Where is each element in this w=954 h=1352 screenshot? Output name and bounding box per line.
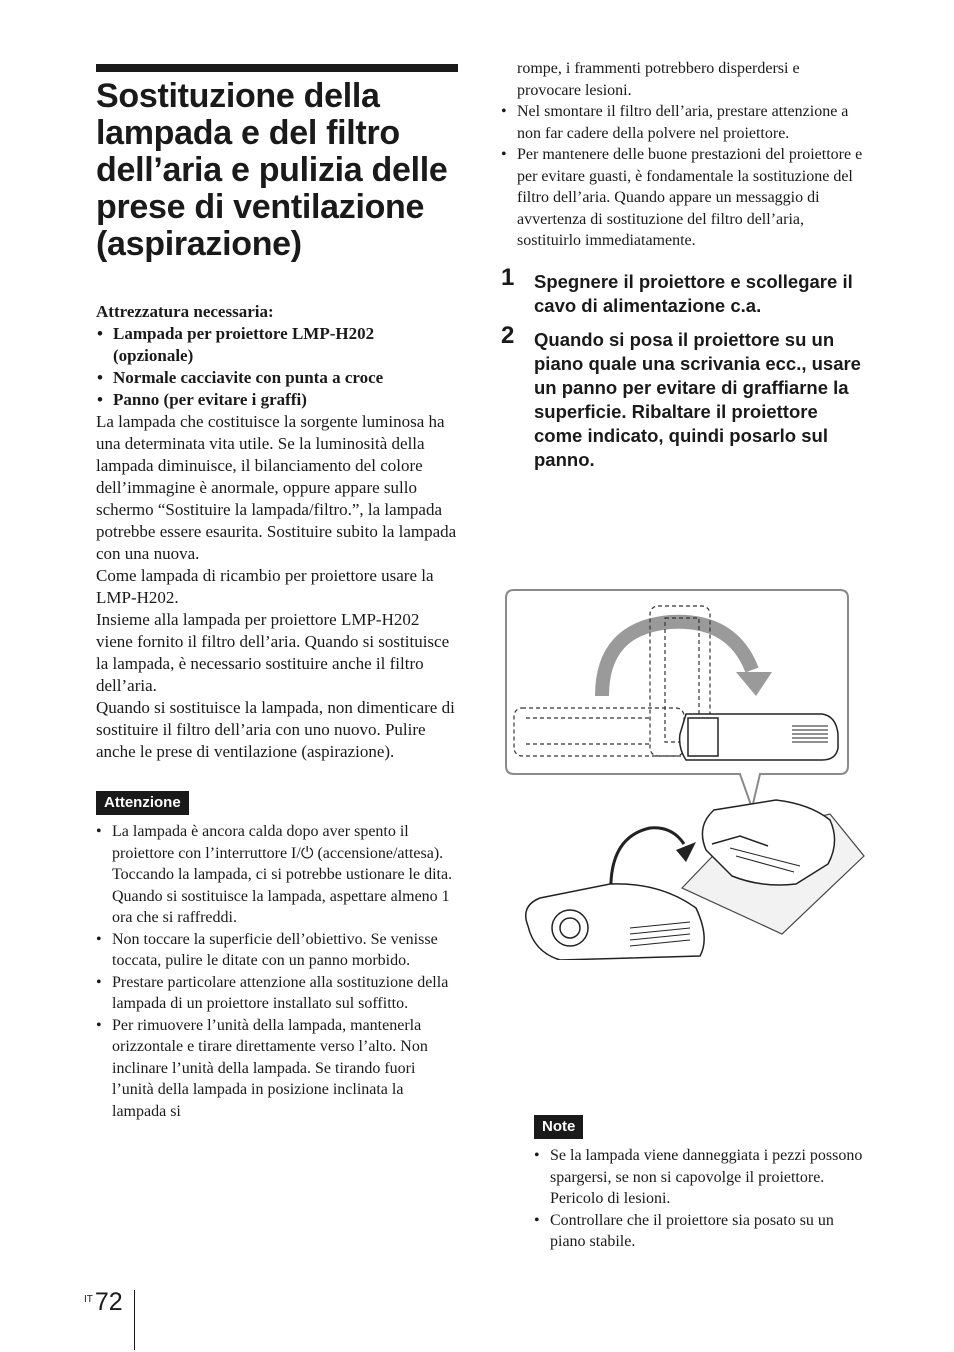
footer-divider	[134, 1290, 135, 1350]
list-item: • Se la lampada viene danneggiata i pezzi possono spargersi, se non si capovolge il proiettore. Pericolo di lesioni.	[534, 1145, 864, 1210]
projector-flip-diagram	[500, 588, 866, 960]
list-item: • Controllare che il proiettore sia posato su un piano stabile.	[534, 1210, 864, 1253]
step-number: 2	[501, 321, 515, 349]
paragraph: Insieme alla lampada per proiettore LMP-H202 viene fornito il filtro dell’aria. Quando si sostituisce la lampada, è necessario sostituire anche il filtro dell’aria.	[96, 610, 450, 695]
steps	[501, 263, 863, 472]
list-item: • Nel smontare il filtro dell’aria, prestare attenzione a non far cadere della polvere nel proiettore.	[501, 101, 863, 144]
list-item: • Per rimuovere l’unità della lampada, mantenerla orizzontale e tirare direttamente verso l’alto. Non inclinare l’unità della lampada. Se tirando fuori l’unità della lampada in posizione inclinata la lampada si	[96, 1015, 458, 1123]
page-number-value: 72	[94, 1288, 123, 1316]
requirements-list	[96, 323, 458, 411]
caution-continuation	[501, 58, 863, 101]
step-number: 1	[501, 263, 515, 291]
requirements	[96, 301, 458, 411]
list-item: • Lampada per proiettore LMP-H202 (opzionale)	[96, 323, 458, 367]
requirements-heading: Attrezzatura necessaria:	[96, 302, 274, 321]
right-column	[501, 58, 863, 482]
paragraph: La lampada che costituisce la sorgente luminosa ha una determinata vita utile. Se la luminosità della lampada diminuisce, il bilanciamento del colore dell’immagine è anormale, oppure appare sullo schermo “Sostituire la lampada/filtro.”, la lampada potrebbe essere esaurita. Sostituire subito la lampada con una nuova.	[96, 412, 457, 563]
continuation-text: rompe, i frammenti potrebbero disperdersi e provocare lesioni.	[517, 60, 800, 99]
list-item: • Panno (per evitare i graffi)	[96, 389, 458, 411]
step-1	[501, 263, 863, 318]
intro-text	[96, 411, 458, 763]
list-item: • Prestare particolare attenzione alla sostituzione della lampada di un proiettore installato sul soffitto.	[96, 972, 458, 1015]
paragraph: Come lampada di ricambio per proiettore usare la LMP-H202.	[96, 566, 434, 607]
paragraph: Quando si sostituisce la lampada, non dimenticare di sostituire il filtro dell’aria con uno nuovo. Pulire anche le prese di ventilazione (aspirazione).	[96, 698, 455, 761]
list-item: • Per mantenere delle buone prestazioni del proiettore e per evitare guasti, è fondamentale la sostituzione del filtro dell’aria. Quando appare un messaggio di avvertenza di sostituzione del filtro dell’aria, sostituirlo immediatamente.	[501, 144, 863, 252]
step-text: Quando si posa il proiettore su un piano quale una scrivania ecc., usare un panno per evitare di graffiarne la superficie. Ribaltare il proiettore come indicato, quindi posarlo sul panno.	[534, 328, 861, 470]
caution-list-cont	[501, 101, 863, 252]
projector-illustration	[500, 588, 866, 960]
note-list	[534, 1145, 864, 1253]
step-2	[501, 321, 863, 472]
title-rule	[96, 64, 458, 72]
note-label: Note	[534, 1115, 583, 1139]
caution-section	[96, 791, 458, 1122]
left-column	[96, 64, 458, 1122]
list-item: • Normale cacciavite con punta a croce	[96, 367, 458, 389]
caution-label: Attenzione	[96, 791, 189, 815]
language-code: IT	[84, 1294, 93, 1305]
list-item: • La lampada è ancora calda dopo aver spento il proiettore con l’interruttore I/⏻ (accensione/attesa). Toccando la lampada, ci si potrebbe ustionare le dita. Quando si sostituisce la lampada, aspettare almeno 1 ora che si raffreddi.	[96, 821, 458, 929]
page-number	[84, 1288, 123, 1317]
projector-flipped	[680, 714, 838, 760]
caution-list	[96, 821, 458, 1122]
note-section	[534, 1115, 864, 1253]
page-title: Sostituzione della lampada e del filtro dell’aria e pulizia delle prese di ventilazione (aspirazione)	[96, 77, 448, 263]
step-text: Spegnere il proiettore e scollegare il cavo di alimentazione c.a.	[534, 270, 853, 316]
list-item: • Non toccare la superficie dell’obiettivo. Se venisse toccata, pulire le ditate con un panno morbido.	[96, 929, 458, 972]
projector-front	[526, 884, 704, 960]
